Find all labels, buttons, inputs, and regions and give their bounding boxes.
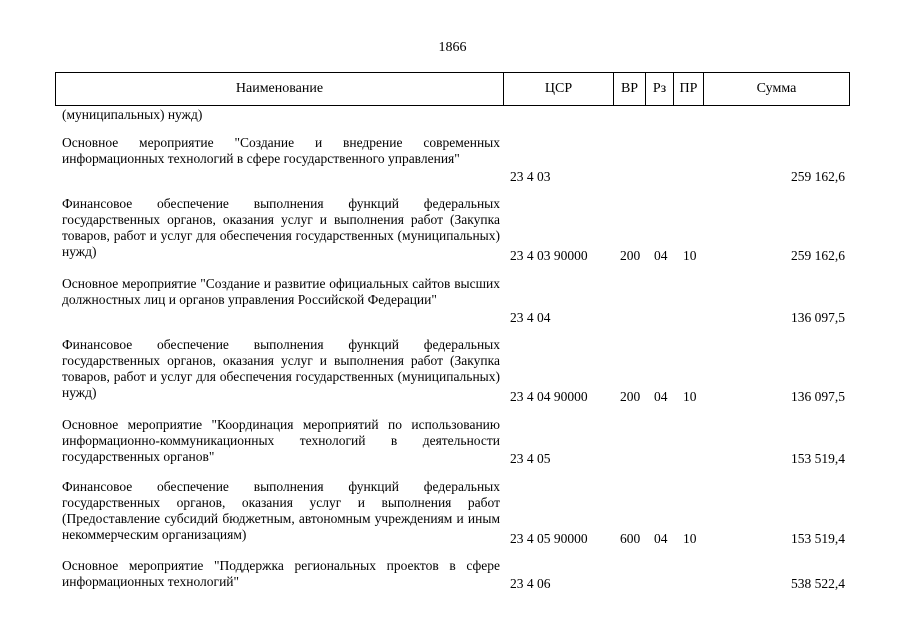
row-pr: 10 [683, 248, 697, 263]
header-csr: ЦСР [504, 73, 614, 105]
row-sum: 259 162,6 [791, 169, 845, 184]
row-pr: 10 [683, 389, 697, 404]
row-csr: 23 4 05 [510, 451, 551, 466]
row-csr: 23 4 03 90000 [510, 248, 588, 263]
row-rz: 04 [654, 531, 668, 546]
row-vr: 200 [620, 248, 641, 263]
row-name: Основное мероприятие "Создание и внедрение современных информационных технологий в сфере государственного управления" [62, 135, 500, 166]
row-rz: 04 [654, 389, 668, 404]
header-sum: Сумма [756, 81, 797, 96]
row-vr: 200 [620, 389, 641, 404]
row-csr: 23 4 04 90000 [510, 389, 588, 404]
row-name: Финансовое обеспечение выполнения функций федеральных государственных органов, оказания услуг и выполнения работ (Закупка товаров, работ и услуг для обеспечения государственных (муниципальных) нужд) [62, 337, 500, 400]
row-csr: 23 4 05 90000 [510, 531, 588, 546]
row-csr: 23 4 06 [510, 576, 551, 591]
row-name: Основное мероприятие "Создание и развитие официальных сайтов высших должностных лиц и органов управления Российской Федерации" [62, 276, 500, 307]
page-number: 1866 [438, 40, 467, 55]
row-sum: 136 097,5 [791, 389, 845, 404]
header-pr: ПР [674, 73, 704, 105]
row-pr: 10 [683, 531, 697, 546]
row-sum: 136 097,5 [791, 310, 845, 325]
row-csr: 23 4 03 [510, 169, 551, 184]
row-sum: 153 519,4 [791, 531, 845, 546]
row-name: Финансовое обеспечение выполнения функций федеральных государственных органов, оказания услуг и выполнения работ (Закупка товаров, работ и услуг для обеспечения государственных (муниципальных) нужд) [62, 196, 500, 259]
row-csr: 23 4 04 [510, 310, 551, 325]
row-name: (муниципальных) нужд) [62, 107, 203, 122]
row-sum: 153 519,4 [791, 451, 845, 466]
row-rz: 04 [654, 248, 668, 263]
row-name: Финансовое обеспечение выполнения функций федеральных государственных органов, оказания услуг и выполнения работ (Предоставление субсидий бюджетным, автономным учреждениям и иным некоммерческим организациям) [62, 479, 500, 542]
row-sum: 259 162,6 [791, 248, 845, 263]
row-name: Основное мероприятие "Поддержка региональных проектов в сфере информационных технологий" [62, 558, 500, 589]
header-rz: Рз [646, 73, 674, 105]
row-vr: 600 [620, 531, 641, 546]
header-vr: ВР [614, 73, 646, 105]
row-name: Основное мероприятие "Координация мероприятий по использованию информационно-коммуникационных технологий в деятельности государственных органов" [62, 417, 500, 464]
header-name: Наименование [56, 73, 504, 105]
row-sum: 538 522,4 [791, 576, 845, 591]
